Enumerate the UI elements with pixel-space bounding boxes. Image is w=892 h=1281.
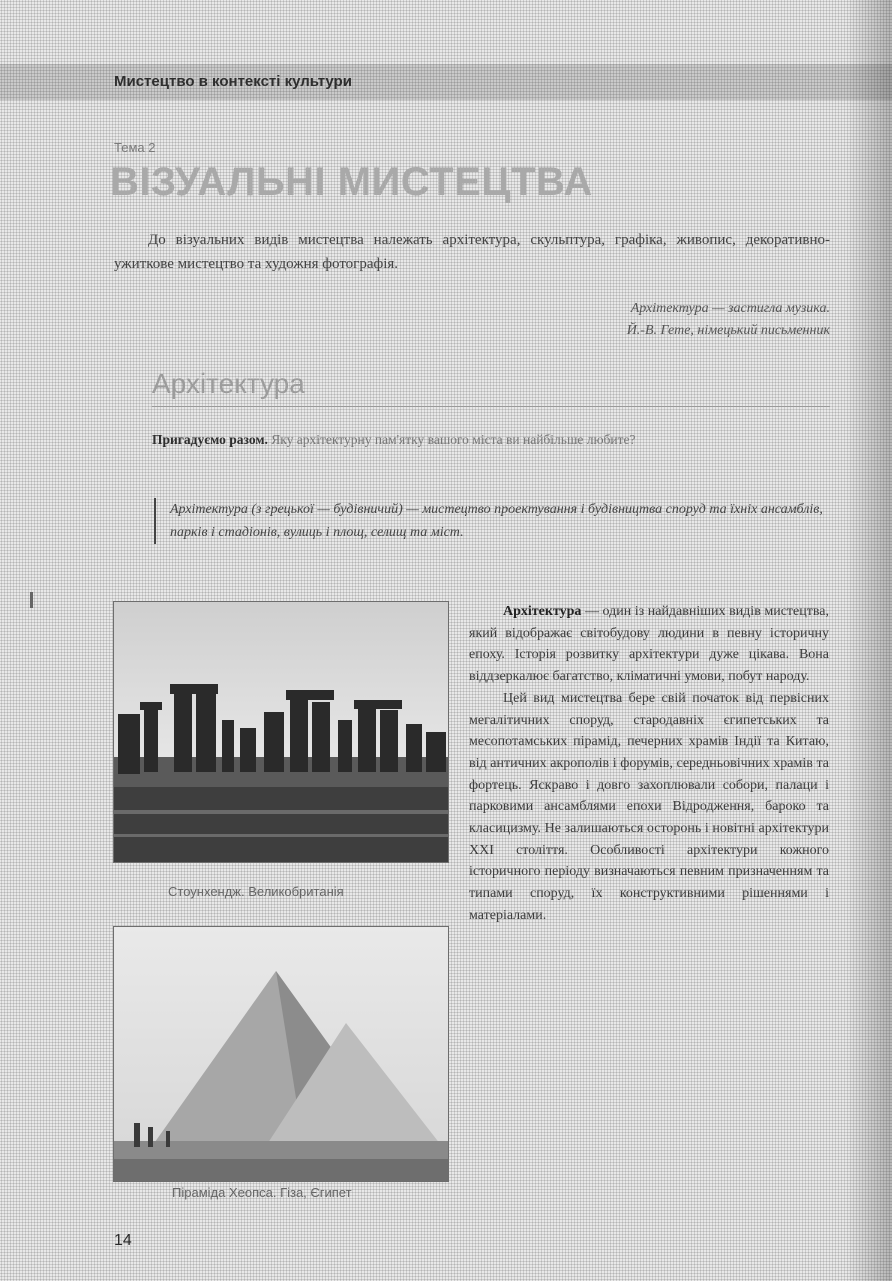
margin-mark [30,592,33,608]
figure-pyramid [113,926,449,1182]
recall-text: Яку архітектурну пам'ятку вашого міста ви найбільше любите? [267,432,636,447]
page-number: 14 [114,1232,132,1249]
recall-lead: Пригадуємо разом. [152,432,268,447]
body-paragraph-text: — один із найдавніших видів мистецтва, який відображає світобудову людини в певну історичну епоху. Історія розвитку архітектури дуже цікава. Вона віддзеркалює багатство, кліматичні умови, побут народу. [469,604,829,685]
figure-stonehenge [113,601,449,863]
figure-caption: Піраміда Хеопса. Гіза, Єгипет [172,1185,352,1200]
stonehenge-illustration [114,602,448,862]
recall-prompt [152,430,830,450]
section-title: Архітектура [152,368,305,399]
epigraph [440,298,830,342]
definition-block: Архітектура (з грецької — будівничий) — мистецтво проектування і будівництва споруд та їхніх ансамблів, парків і стадіонів, вулиць і площ, селищ та міст. [154,498,834,544]
body-term: Архітектура [503,604,582,619]
epigraph-author: Й.-В. Гете, німецький письменник [626,323,830,338]
page-edge-shadow [846,0,892,1281]
pyramid-illustration [114,927,448,1181]
running-head: Мистецтво в контексті культури [114,73,352,90]
intro-paragraph: До візуальних видів мистецтва належать архітектура, скульптура, графіка, живопис, декоративно-ужиткове мистецтво та художня фотографія. [114,232,830,272]
body-paragraph [469,601,829,688]
figure-caption: Стоунхендж. Великобританія [168,884,344,899]
body-text [469,601,829,927]
section-divider [152,406,830,407]
theme-label: Тема 2 [114,140,156,155]
page-title: ВІЗУАЛЬНІ МИСТЕЦТВА [110,160,593,204]
epigraph-quote: Архітектура — застигла музика. [630,301,830,316]
body-paragraph: Цей вид мистецтва бере свій початок від первісних мегалітичних споруд, стародавніх єгипетських та месопотамських пірамід, печерних храмів Індії та Китаю, від античних акрополів і форумів, середньовічних храмів та фортець. Яскраво і довго захоплювали собори, палаци і парковими ансамблями епохи Відродження, бароко та класицизму. Не залишаються осторонь і новітні архітектури XXI століття. Особливості архітектури кожного історичного періоду визначаються певним призначенням та типами споруд, їх конструктивними рішеннями і матеріалами. [469,690,829,923]
